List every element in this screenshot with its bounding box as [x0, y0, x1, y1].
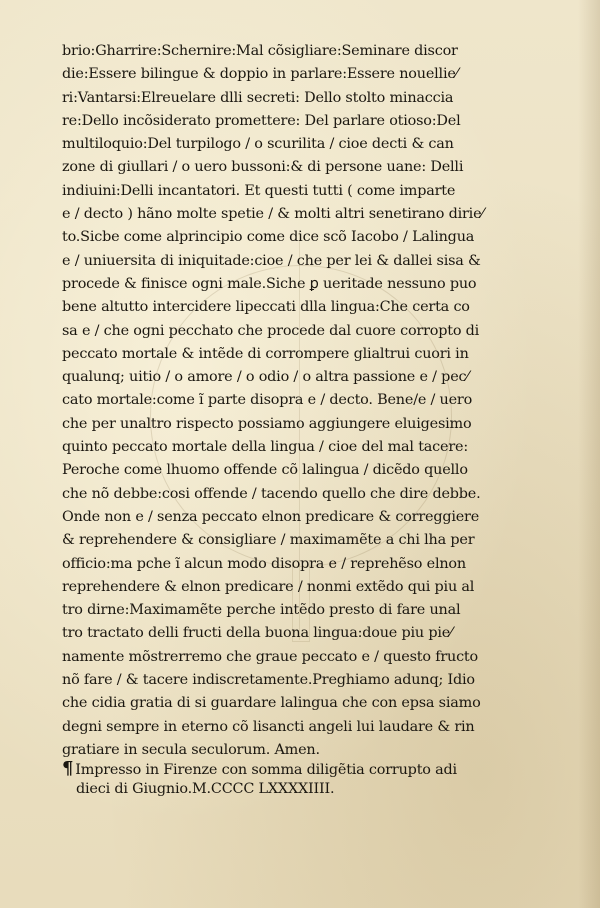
- text-line: officio:ma pche ĩ alcun modo disopra e / reprehẽso elnon: [62, 555, 466, 572]
- colophon-text-1: Impresso in Firenze con somma diligẽtia corrupto adi: [75, 762, 457, 778]
- text-line: nõ fare / & tacere indiscretamente.Preghiamo adunq; Idio: [62, 672, 475, 689]
- text-line: e / uniuersita di iniquitade:cioe / che per lei & dallei sisa &: [62, 252, 481, 269]
- text-line: brio:Gharrire:Schernire:Mal cõsigliare:Seminare discor: [62, 43, 458, 59]
- text-line: die:Essere bilingue & doppio in parlare:Essere nouellie⁄: [62, 66, 458, 83]
- colophon: [62, 758, 522, 800]
- text-line: Onde non e / senza peccato elnon predicare & correggiere: [62, 508, 480, 525]
- text-line: e / decto ) hãno molte spetie / & molti altri senetirano dirie⁄: [62, 206, 484, 223]
- text-line: quinto peccato mortale della lingua / cioe del mal tacere:: [62, 439, 468, 456]
- text-line: peccato mortale & intẽde di corrompere glialtrui cuori in: [62, 345, 469, 362]
- text-line: ri:Vantarsi:Elreuelare dlli secreti: Dello stolto minaccia: [62, 89, 454, 106]
- text-line: namente mõstrerremo che graue peccato e / questo fructo: [62, 648, 478, 665]
- text-line: re:Dello incõsiderato promettere: Del parlare otioso:Del: [62, 112, 461, 129]
- text-line: gratiare in secula seculorum. Amen.: [62, 741, 320, 758]
- text-line: che per unaltro rispecto possiamo aggiungere eluigesimo: [62, 415, 472, 432]
- text-line: Peroche come lhuomo offende cõ lalingua / dicẽdo quello: [62, 462, 468, 479]
- colophon-text-2: dieci di Giugnio.M.CCCC LXXXXIIII.: [76, 781, 335, 797]
- text-line: tro tractato delli fructi della buona lingua:doue piu pie⁄: [62, 625, 453, 642]
- main-text-block: [62, 40, 522, 762]
- text-line: cato mortale:come ĩ parte disopra e / decto. Bene/e / uero: [62, 392, 473, 409]
- text-line: zone di giullari / o uero bussoni:& di persone uane: Delli: [62, 159, 464, 176]
- text-line: reprehendere & elnon predicare / nonmi extẽdo qui piu al: [62, 578, 475, 595]
- text-line: qualunq; uitio / o amore / o odio / o altra passione e / pec⁄: [62, 369, 469, 386]
- text-line: multiloquio:Del turpilogo / o scurilita / cioe decti & can: [62, 136, 454, 153]
- text-line: tro dirne:Maximamẽte perche intẽdo presto di fare unal: [62, 602, 461, 619]
- colophon-line-2: [62, 779, 522, 800]
- page-edge-shadow: [578, 0, 600, 908]
- text-line: procede & finisce ogni male.Siche ꝑ ueritade nessuno puo: [62, 275, 477, 292]
- text-line: che nõ debbe:cosi offende / tacendo quello che dire debbe.: [62, 485, 481, 502]
- text-line: che cidia gratia di si guardare lalingua che con epsa siamo: [62, 695, 481, 712]
- pilcrow-icon: ¶: [62, 758, 74, 779]
- text-line: & reprehendere & consigliare / maximamẽte a chi lha per: [62, 532, 475, 549]
- colophon-line-1: [62, 758, 522, 779]
- text-line: degni sempre in eterno cõ lisancti angeli lui laudare & rin: [62, 718, 475, 735]
- text-line: indiuini:Delli incantatori. Et questi tutti ( come imparte: [62, 182, 456, 199]
- text-line: to.Sicbe come alprincipio come dice scõ Iacobo / Lalingua: [62, 229, 475, 246]
- text-line: sa e / che ogni pecchato che procede dal cuore corropto di: [62, 322, 480, 339]
- text-line: bene altutto intercidere lipeccati dlla lingua:Che certa co: [62, 299, 470, 316]
